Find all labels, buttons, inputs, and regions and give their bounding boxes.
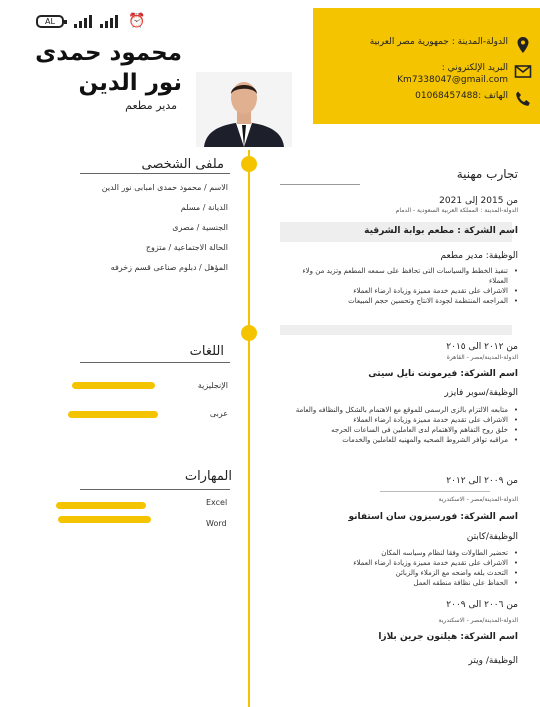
email-icon — [514, 62, 532, 80]
personal-item: الحالة الاجتماعية / متزوج — [145, 243, 228, 252]
name-line-1: محمود حمدى — [35, 40, 182, 66]
skill-label: Word — [206, 519, 227, 528]
job-company: اسم الشركة: هيلتون جرين بلازا — [378, 632, 518, 642]
section-divider — [380, 491, 490, 492]
contact-phone — [415, 90, 532, 108]
phone-icon — [514, 90, 532, 108]
job-company: اسم الشركة: فيرمونت نايل سيتى — [368, 369, 518, 379]
language-label: الإنجليزية — [197, 381, 228, 390]
personal-item: الجنسية / مصرى — [172, 223, 228, 232]
section-divider — [80, 489, 230, 490]
location-pin-icon — [514, 36, 532, 54]
skill-label: Excel — [206, 498, 228, 507]
skill-level-bar — [58, 516, 151, 523]
section-divider — [280, 184, 360, 185]
job-location: الدولة-المدينة/مصر - القاهرة — [446, 354, 518, 361]
job-period: من ٢٠٠٩ الى ٢٠١٢ — [446, 476, 518, 486]
job-company: اسم الشركة: فورسيزون سان استفانو — [348, 512, 518, 522]
duty-item: • المراجعه المنتظمة لجودة الانتاج وتحسين حجم المبيعات — [293, 296, 518, 306]
experience-section-title: تجارب مهنية — [456, 167, 518, 181]
section-divider — [80, 173, 230, 174]
profile-photo — [196, 72, 292, 147]
phone-label: الهاتف : — [478, 91, 508, 101]
duty-item: • تنفيذ الخطط والسياسات التى تحافظ على سمعه المطعم وتزيد من ولاء العملاء — [293, 266, 518, 286]
job-title: مدير مطعم — [125, 99, 177, 112]
duty-item: • خلق روح التفاهم والاهتمام لدى العاملين فى الساعات الحرجه — [293, 425, 518, 435]
duty-item: • الحفاظ على نظافة منطقه العمل — [293, 578, 518, 588]
languages-section-title: اللغات — [189, 344, 224, 359]
contact-location — [370, 36, 532, 54]
timeline-line — [248, 150, 250, 707]
job-company: اسم الشركة : مطعم بوابة الشرقية — [364, 226, 518, 236]
battery-icon — [36, 15, 64, 28]
email-value[interactable]: Km7338047@gmail.com — [397, 75, 508, 85]
job-duties — [293, 266, 518, 306]
language-level-bar — [72, 382, 155, 389]
signal-icon — [100, 15, 118, 28]
duty-item: • الاشراف على تقديم خدمة مميزة وزيادة ارضاء العملاء — [293, 558, 518, 568]
job-location: الدولة-المدينة/مصر - الاسكندرية — [438, 617, 518, 624]
contact-box — [313, 8, 540, 124]
personal-section-title: ملفى الشخصى — [141, 157, 224, 172]
contact-email: البريد الإلكتروني : Km7338047@gmail.com — [368, 62, 532, 86]
language-level-bar — [68, 411, 158, 418]
duty-item: • الاشراف على تقديم خدمة مميزة وزيادة ارضاء العملاء — [293, 286, 518, 296]
personal-item: الاسم / محمود حمدى امبابى نور الدين — [101, 183, 228, 192]
job-role: الوظيفة/ ويتر — [468, 656, 518, 666]
job-period: من ٢٠٠٦ الى ٢٠٠٩ — [446, 600, 518, 610]
job-location: الدولة-المدينة/مصر - الاسكندرية — [438, 496, 518, 503]
email-label: البريد الإلكتروني — [447, 63, 508, 73]
section-divider — [80, 362, 230, 363]
personal-item: الديانة / مسلم — [180, 203, 228, 212]
language-label: عربى — [209, 409, 228, 418]
section-band — [280, 325, 512, 335]
timeline-dot — [241, 156, 257, 172]
skill-level-bar — [56, 502, 146, 509]
skills-section-title: المهارات — [184, 469, 232, 484]
timeline-dot — [241, 325, 257, 341]
personal-item: المؤهل / دبلوم صناعى قسم زخرفه — [110, 263, 228, 272]
job-location: الدولة-المدينة : المملكة العربية السعودية - الدمام — [395, 207, 518, 214]
battery-level: AL — [45, 17, 55, 26]
duty-item: • مراقبه توافر الشروط الصحيه والمهنيه للعاملين والخدمات — [293, 435, 518, 445]
job-period: من 2015 إلى 2021 — [439, 196, 518, 206]
phone-value[interactable]: 01068457488 — [415, 91, 479, 101]
job-period: من ٢٠١٢ الى ٢٠١٥ — [446, 342, 518, 352]
candidate-name — [2, 38, 182, 98]
duty-item: • التحدث بلغه واضحه مع الزملاء والزبائن — [293, 568, 518, 578]
job-duties — [293, 548, 518, 588]
job-role: الوظيفة/سوبر فايزر — [444, 388, 518, 398]
signal-icon — [74, 15, 92, 28]
duty-item: • الاشراف على تقديم خدمة مميزة وزيادة ارضاء العملاء — [293, 415, 518, 425]
job-role: الوظيفة/كابتن — [466, 532, 518, 542]
duty-item: • تحضير الطاولات وفقا لنظام وسياسه المكان — [293, 548, 518, 558]
job-role: الوظيفة: مدير مطعم — [440, 251, 518, 261]
duty-item: • متابعه الالتزام بالزى الرسمى للموقع مع الاهتمام بالشكل والنظافه والعامة — [293, 405, 518, 415]
location-value: جمهورية مصر العربية — [369, 37, 449, 47]
location-label: الدولة-المدينة : — [451, 37, 508, 47]
job-duties — [293, 405, 518, 445]
name-line-2: نور الدين — [78, 70, 182, 96]
alarm-icon: ⏰ — [128, 13, 146, 29]
